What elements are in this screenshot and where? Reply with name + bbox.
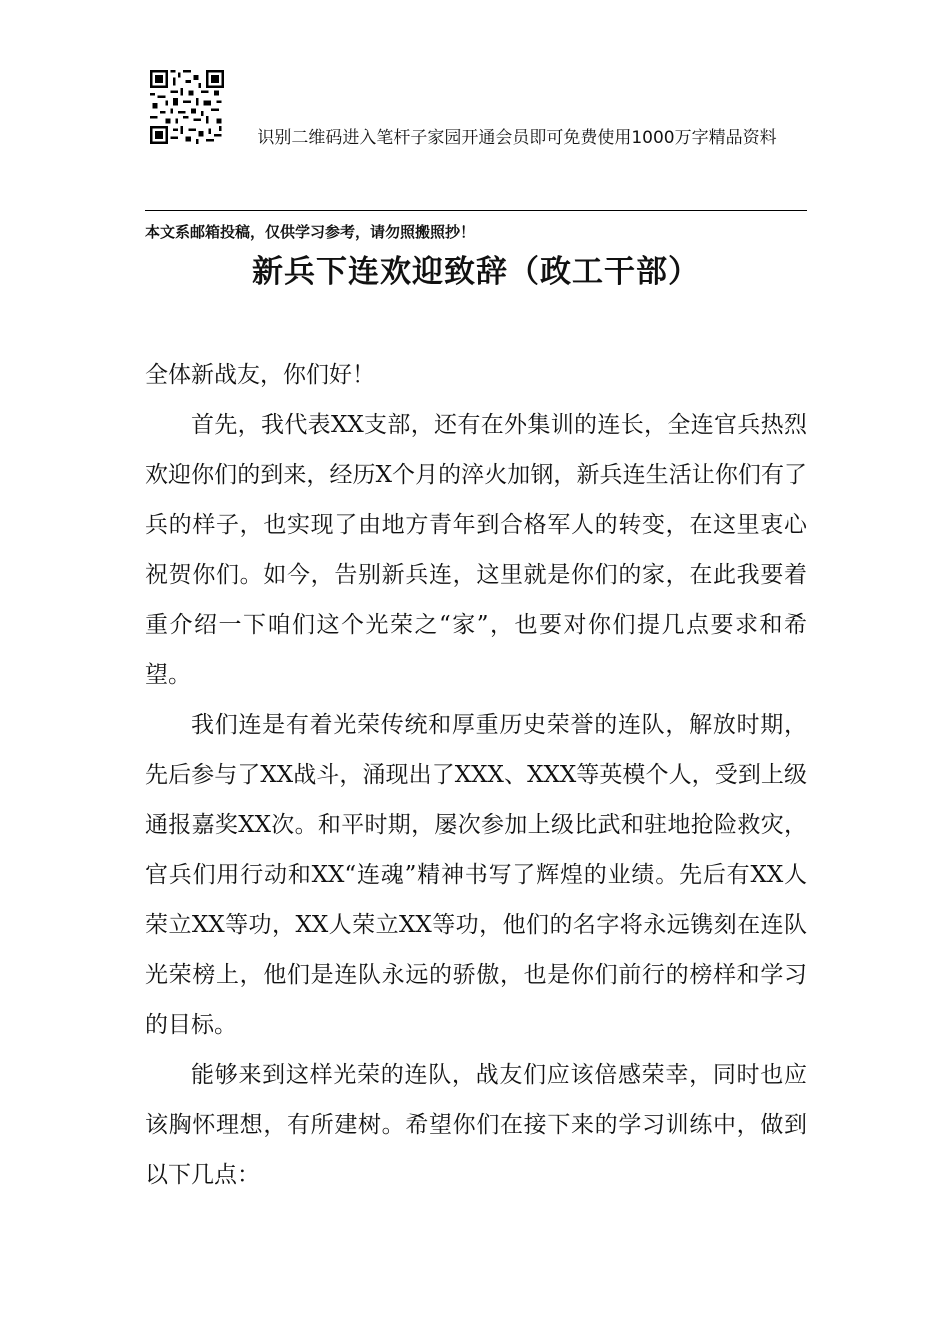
header-divider	[145, 210, 807, 211]
paragraph-3: 能够来到这样光荣的连队，战友们应该倍感荣幸，同时也应该胸怀理想，有所建树。希望你们在接下来的学习训练中，做到以下几点：	[145, 1062, 807, 1188]
greeting: 全体新战友，你们好！	[145, 362, 375, 388]
document-title: 新兵下连欢迎致辞（政工干部）	[252, 254, 700, 290]
disclaimer-text: 本文系邮箱投稿，仅供学习参考，请勿照搬照抄！	[145, 223, 476, 241]
qr-code[interactable]	[150, 70, 224, 144]
paragraph-2: 我们连是有着光荣传统和厚重历史荣誉的连队，解放时期，先后参与了XX战斗，涌现出了XXX、XXX等英模个人，受到上级通报嘉奖XX次。和平时期，屡次参加上级比武和驻地抢险救灾，官兵们用行动和XX“连魂”精神书写了辉煌的业绩。先后有XX人荣立XX等功，XX人荣立XX等功，他们的名字将永远镌刻在连队光荣榜上，他们是连队永远的骄傲，也是你们前行的榜样和学习的目标。	[145, 712, 807, 1038]
paragraph-1: 首先，我代表XX支部，还有在外集训的连长，全连官兵热烈欢迎你们的到来，经历X个月的淬火加钢，新兵连生活让你们有了兵的样子，也实现了由地方青年到合格军人的转变，在这里衷心祝贺你们。如今，告别新兵连，这里就是你们的家，在此我要着重介绍一下咱们这个光荣之“家”，也要对你们提几点要求和希望。	[145, 412, 807, 688]
header-promo-text: 识别二维码进入笔杆子家园开通会员即可免费使用1000万字精品资料	[257, 128, 777, 148]
document-body	[145, 350, 807, 1200]
